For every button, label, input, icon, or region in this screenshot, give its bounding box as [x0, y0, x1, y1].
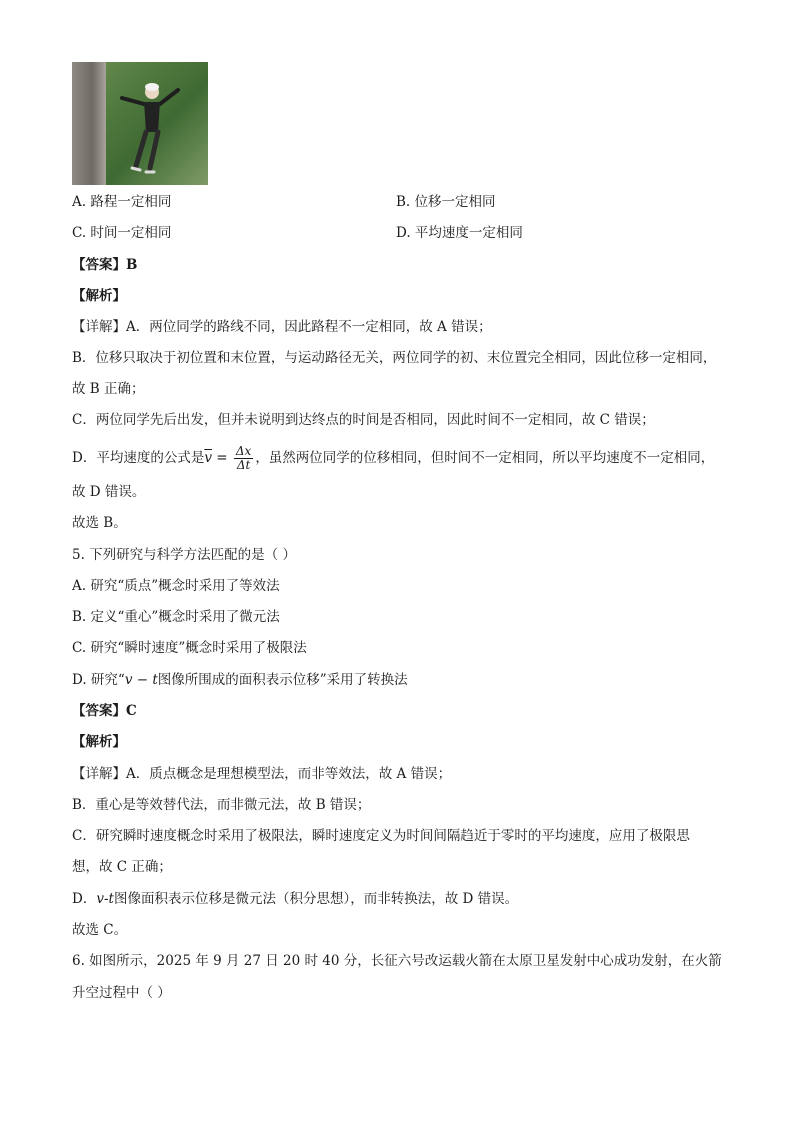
q5-analysis-label: 【解析】 [72, 734, 126, 750]
q5-option-c: C. 研究“瞬时速度”概念时采用了极限法 [72, 640, 307, 656]
fraction-numerator: Δx [235, 444, 252, 458]
q5-detail-b: B．重心是等效替代法，而非微元法，故 B 错误； [72, 797, 371, 813]
avg-velocity-symbol: $\overline{v}$ [204, 450, 212, 466]
q5-option-a: A. 研究“质点”概念时采用了等效法 [72, 578, 280, 594]
q5-detail-c-cont: 想，故 C 正确； [72, 859, 172, 875]
q5-detail-d [72, 889, 518, 909]
q5-stem: 5. 下列研究与科学方法匹配的是（ ） [72, 547, 296, 563]
formula-equals: = [211, 450, 232, 466]
q5-option-d [72, 670, 408, 690]
q4-conclusion: 故选 B。 [72, 515, 127, 531]
q5-option-d-prefix: D. 研究“ [72, 672, 125, 688]
q4-detail-b-cont: 故 B 正确； [72, 381, 145, 397]
q4-option-d: D. 平均速度一定相同 [396, 225, 523, 241]
velocity-fraction [234, 445, 253, 472]
q4-answer: 【答案】B [72, 257, 138, 273]
q5-detail-d-variable: v-t [96, 891, 114, 907]
climber-figure [112, 76, 182, 181]
q5-option-b: B. 定义“重心”概念时采用了微元法 [72, 609, 280, 625]
q4-option-c: C. 时间一定相同 [72, 225, 172, 241]
fraction-denominator: Δt [236, 458, 251, 472]
q4-detail-a: 【详解】A．两位同学的路线不同，因此路程不一定相同，故 A 错误； [72, 319, 492, 335]
climber-photo [72, 62, 208, 185]
q6-stem-line-1: 6. 如图所示，2025 年 9 月 27 日 20 时 40 分，长征六号改运载火箭在太原卫星发射中心成功发射，在火箭 [72, 953, 722, 969]
q6-stem-line-2: 升空过程中（ ） [72, 985, 171, 1001]
q4-detail-d-cont: 故 D 错误。 [72, 484, 146, 500]
q4-option-b: B. 位移一定相同 [396, 194, 496, 210]
q5-option-d-variable: v − t [124, 672, 158, 688]
cliff-rock [72, 62, 106, 185]
q4-analysis-label: 【解析】 [72, 288, 126, 304]
q5-detail-a: 【详解】A．质点概念是理想模型法，而非等效法，故 A 错误； [72, 766, 452, 782]
q4-detail-d [72, 445, 714, 472]
q4-detail-c: C．两位同学先后出发，但并未说明到达终点的时间是否相同，因此时间不一定相同，故 C 错误； [72, 412, 655, 428]
q5-detail-d-suffix: 图像面积表示位移是微元法（积分思想），而非转换法，故 D 错误。 [113, 891, 519, 907]
q4-detail-d-suffix: ，虽然两位同学的位移相同，但时间不一定相同，所以平均速度不一定相同， [255, 450, 715, 466]
q5-conclusion: 故选 C。 [72, 922, 128, 938]
q4-detail-d-prefix: D．平均速度的公式是 [72, 450, 205, 466]
q4-detail-b: B．位移只取决于初位置和末位置，与运动路径无关，两位同学的初、末位置完全相同，因此位移一定相同， [72, 350, 717, 366]
q5-detail-d-prefix: D． [72, 891, 97, 907]
q5-answer: 【答案】C [72, 703, 137, 719]
q5-detail-c: C．研究瞬时速度概念时采用了极限法，瞬时速度定义为时间间隔趋近于零时的平均速度，应用了极限思 [72, 828, 690, 844]
q5-option-d-suffix: 图像所围成的面积表示位移”采用了转换法 [157, 672, 408, 688]
q4-option-a: A. 路程一定相同 [72, 194, 172, 210]
